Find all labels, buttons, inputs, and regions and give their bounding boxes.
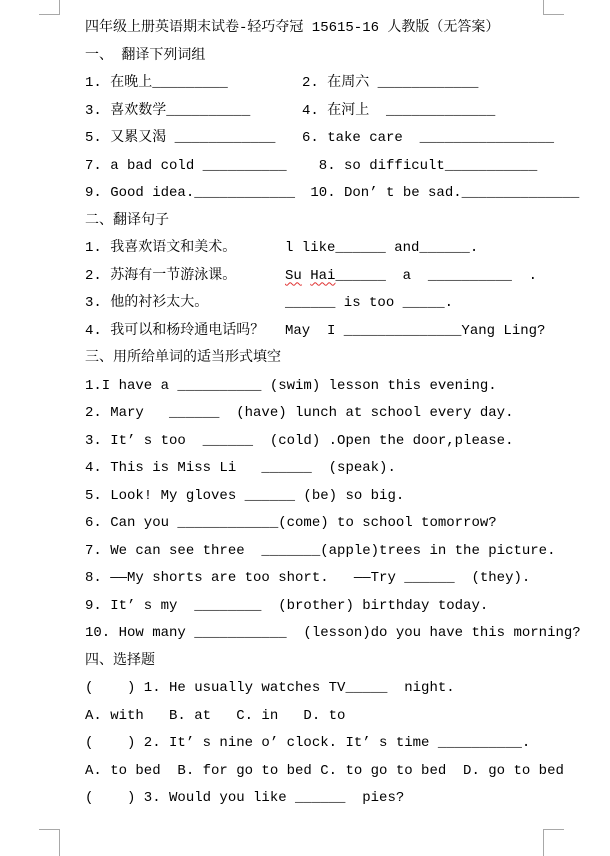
phrase-item-6: 6. take care ________________ <box>302 130 555 146</box>
sentence-chinese-3: 3. 他的衬衫太大。 <box>85 295 209 311</box>
phrase-row-2 <box>85 98 607 126</box>
document-title: 四年级上册英语期末试卷-轻巧夺冠 15615-16 人教版（无答案） <box>85 20 500 36</box>
phrase-item-2: 2. 在周六 ____________ <box>302 75 479 91</box>
sentence-chinese-1: 1. 我喜欢语文和美术。 <box>85 240 237 256</box>
sentence-row-1 <box>85 235 607 263</box>
margin-mark-top-left-icon <box>39 0 60 15</box>
section-4-heading: 四、选择题 <box>85 652 155 669</box>
fill-blank-item-3: 3. It’ s too ______ (cold) .Open the door,please. <box>85 432 514 449</box>
margin-mark-bottom-left-icon <box>39 829 60 856</box>
phrase-item-9: 9. Good idea.____________ <box>85 185 296 201</box>
sentence-chinese-2: 2. 苏海有一节游泳课。 <box>85 267 237 284</box>
phrase-row-1 <box>85 70 607 98</box>
margin-mark-bottom-right-icon <box>543 829 564 856</box>
fill-blank-item-4: 4. This is Miss Li ______ (speak). <box>85 460 396 476</box>
fill-blank-item-10: 10. How many ___________ (lesson)do you have this morning? <box>85 625 581 641</box>
phrase-item-10: 10. Don’ t be sad.______________ <box>302 185 580 201</box>
choice-question-3: ( ) 3. Would you like ______ pies? <box>85 790 405 806</box>
phrase-item-5: 5. 又累又渴 ____________ <box>85 130 276 146</box>
fill-blank-item-8: 8. ——My shorts are too short. ——Try ______ (they). <box>85 570 531 586</box>
fill-blank-item-9: 9. It’ s my ________ (brother) birthday today. <box>85 597 489 614</box>
sentence-chinese-4: 4. 我可以和杨玲通电话吗？ <box>85 322 265 339</box>
choice-options-2: A. to bed B. for go to bed C. to go to bed D. go to bed <box>85 762 564 779</box>
section-2-heading: 二、翻译句子 <box>85 212 169 229</box>
phrase-row-5 <box>85 180 607 208</box>
spellcheck-word: Su <box>285 267 302 284</box>
phrase-row-3 <box>85 125 607 153</box>
sentence-row-2 <box>85 263 607 291</box>
phrase-item-1: 1. 在晚上_________ <box>85 75 228 91</box>
sentence-english-4: May I ______________Yang Ling? <box>285 322 546 339</box>
phrase-item-4: 4. 在河上 _____________ <box>302 102 496 119</box>
text-run: ______ a __________ . <box>335 267 538 284</box>
document-text-area[interactable] <box>85 15 607 813</box>
fill-blank-item-2: 2. Mary ______ (have) lunch at school every day. <box>85 405 514 421</box>
text-run <box>302 268 310 284</box>
choice-options-1: A. with B. at C. in D. to <box>85 707 346 724</box>
sentence-row-3 <box>85 290 607 318</box>
sentence-row-4 <box>85 318 607 346</box>
sentence-english-2 <box>285 263 537 291</box>
choice-question-1: ( ) 1. He usually watches TV_____ night. <box>85 680 455 696</box>
sentence-english-1: l like______ and______. <box>285 240 479 256</box>
margin-mark-top-right-icon <box>543 0 564 15</box>
phrase-item-7: 7. a bad cold __________ <box>85 157 287 174</box>
spellcheck-word: Hai <box>310 267 336 284</box>
sentence-english-3: ______ is too _____. <box>285 295 454 311</box>
section-1-heading: 一、 翻译下列词组 <box>85 47 206 64</box>
phrase-row-4 <box>85 153 607 181</box>
fill-blank-item-5: 5. Look! My gloves ______ (be) so big. <box>85 487 405 504</box>
phrase-item-3: 3. 喜欢数学__________ <box>85 102 251 119</box>
choice-question-2: ( ) 2. It’ s nine o’ clock. It’ s time __________. <box>85 735 531 751</box>
fill-blank-item-6: 6. Can you ____________(come) to school tomorrow? <box>85 515 497 531</box>
section-3-heading: 三、用所给单词的适当形式填空 <box>85 350 281 366</box>
fill-blank-item-1: 1.I have a __________ (swim) lesson this evening. <box>85 377 497 394</box>
fill-blank-item-7: 7. We can see three _______(apple)trees in the picture. <box>85 542 556 559</box>
phrase-item-8: 8. so difficult___________ <box>302 157 538 174</box>
